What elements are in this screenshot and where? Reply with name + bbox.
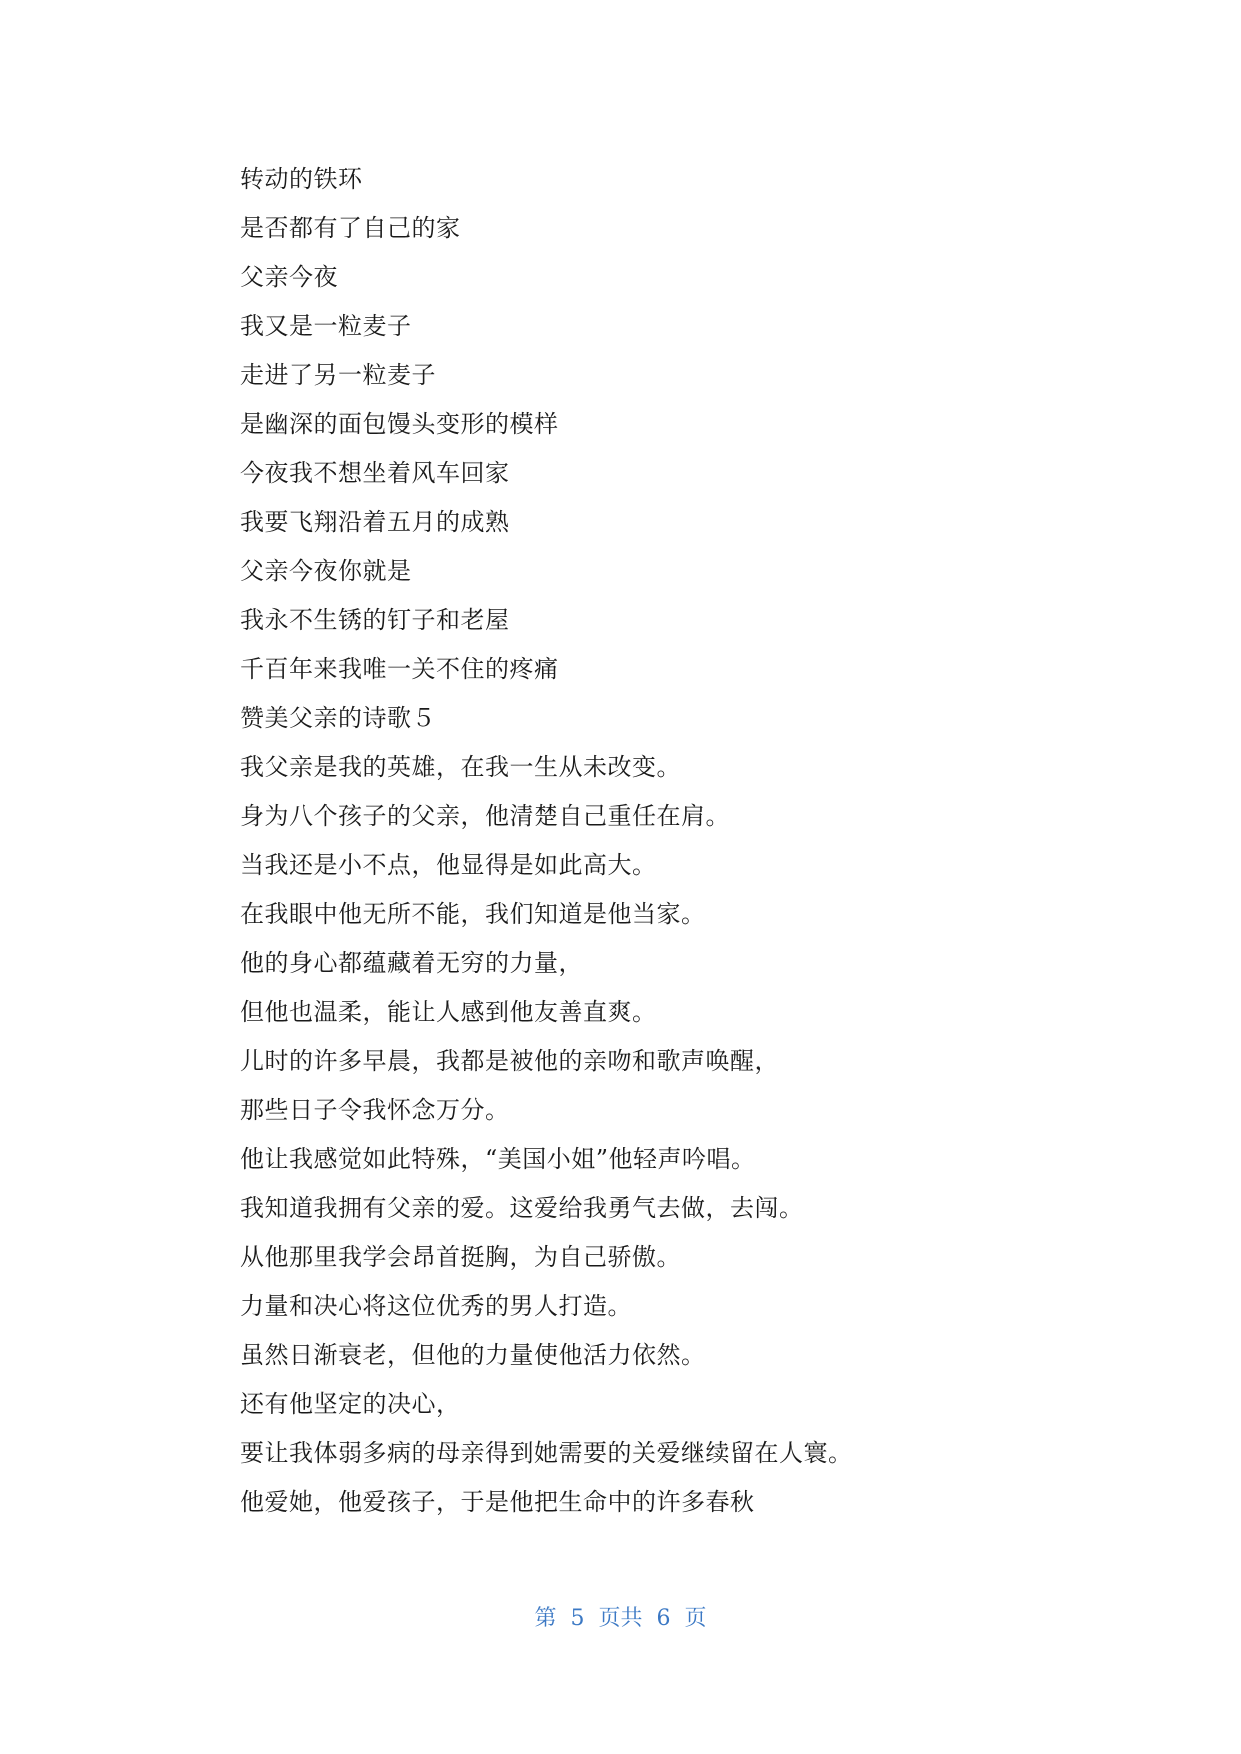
text-line: 还有他坚定的决心， [240,1390,461,1418]
text-line: 我要飞翔沿着五月的成熟 [240,508,510,536]
text-line: 父亲今夜你就是 [240,557,412,585]
text-line: 我知道我拥有父亲的爱。这爱给我勇气去做，去闯。 [240,1194,804,1222]
footer-current-page: 5 [570,1606,585,1631]
section-heading: 赞美父亲的诗歌５ [240,704,436,732]
text-line: 但他也温柔，能让人感到他友善直爽。 [240,998,657,1026]
text-line: 力量和决心将这位优秀的男人打造。 [240,1292,632,1320]
text-line: 在我眼中他无所不能，我们知道是他当家。 [240,900,706,928]
text-line: 从他那里我学会昂首挺胸，为自己骄傲。 [240,1243,681,1271]
text-line: 是否都有了自己的家 [240,214,461,242]
text-line: 我父亲是我的英雄，在我一生从未改变。 [240,753,681,781]
text-line: 那些日子令我怀念万分。 [240,1096,510,1124]
text-line: 我永不生锈的钉子和老屋 [240,606,510,634]
text-line: 父亲今夜 [240,263,338,291]
text-line: 他的身心都蕴藏着无穷的力量， [240,949,583,977]
text-line: 是幽深的面包馒头变形的模样 [240,410,559,438]
text-line: 走进了另一粒麦子 [240,361,436,389]
text-line: 他让我感觉如此特殊，“美国小姐”他轻声吟唱。 [240,1145,756,1173]
text-line: 要让我体弱多病的母亲得到她需要的关爱继续留在人寰。 [240,1439,853,1467]
text-line: 千百年来我唯一关不住的疼痛 [240,655,559,683]
text-line: 转动的铁环 [240,165,363,193]
footer-prefix: 第 [534,1606,557,1631]
poem-body [240,155,1140,1527]
text-line: 身为八个孩子的父亲，他清楚自己重任在肩。 [240,802,730,830]
text-line: 儿时的许多早晨，我都是被他的亲吻和歌声唤醒， [240,1047,779,1075]
text-line: 他爱她，他爱孩子，于是他把生命中的许多春秋 [240,1488,755,1516]
text-line: 当我还是小不点，他显得是如此高大。 [240,851,657,879]
text-line: 虽然日渐衰老，但他的力量使他活力依然。 [240,1341,706,1369]
text-line: 今夜我不想坐着风车回家 [240,459,510,487]
footer-middle: 页共 [598,1606,643,1631]
footer-total-pages: 6 [656,1606,671,1631]
text-line: 我又是一粒麦子 [240,312,412,340]
page-footer [0,1604,1241,1634]
footer-suffix: 页 [684,1606,707,1631]
